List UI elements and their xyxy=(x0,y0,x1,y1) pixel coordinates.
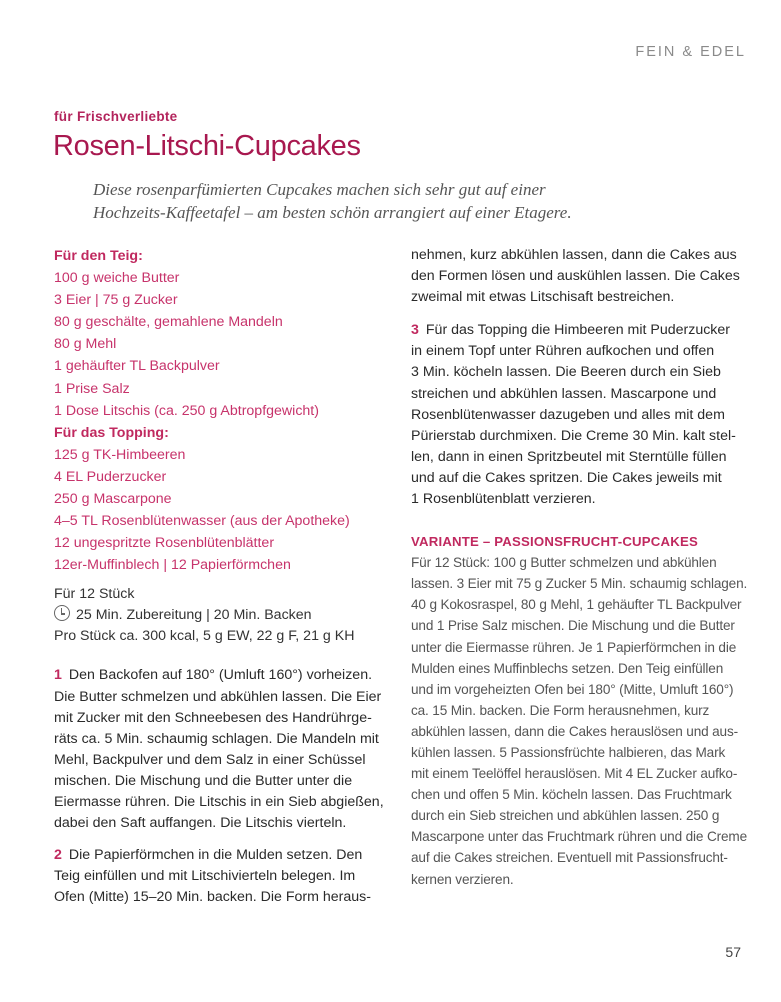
ingredient-item: 1 Prise Salz xyxy=(54,380,130,397)
step-3 xyxy=(411,320,751,510)
spacer xyxy=(54,834,384,845)
step-line xyxy=(411,266,751,287)
step-text: Eiermasse rühren. Die Litschis in ein Sieb abgießen, xyxy=(54,793,384,810)
variant-line: ca. 15 Min. backen. Die Form herausnehmen, kurz xyxy=(411,702,710,718)
variant-heading: VARIANTE – PASSIONSFRUCHT-CUPCAKES xyxy=(411,534,698,550)
step-line xyxy=(54,687,384,708)
intro-line: Hochzeits-Kaffeetafel – am besten schön arrangiert auf einer Etagere. xyxy=(93,203,572,222)
step-text: den Formen lösen und auskühlen lassen. Die Cakes xyxy=(411,268,740,285)
step-text: streichen und abkühlen lassen. Mascarpone und xyxy=(411,385,717,402)
step-text: Die Butter schmelzen und abkühlen lassen. Die Eier xyxy=(54,688,382,705)
variant-line: unter die Eiermasse rühren. Je 1 Papierförmchen in die xyxy=(411,639,737,655)
step-line xyxy=(54,665,384,686)
step-line xyxy=(411,489,751,510)
page-number: 57 xyxy=(725,944,741,960)
ingredient-item: 12er-Muffinblech | 12 Papierförmchen xyxy=(54,557,291,574)
step-line xyxy=(411,245,751,266)
step-number: 2 xyxy=(54,847,62,864)
variant-line: durch ein Sieb streichen und abkühlen lassen. 250 g xyxy=(411,808,720,824)
step-line xyxy=(411,447,751,468)
spacer xyxy=(54,647,384,665)
variant-line: mit einem Teelöffel herauslösen. Mit 4 EL Zucker aufko- xyxy=(411,766,738,782)
variant-line: Für 12 Stück: 100 g Butter schmelzen und abkühlen xyxy=(411,555,717,571)
step-text: Ofen (Mitte) 15–20 Min. backen. Die Form heraus- xyxy=(54,889,371,906)
left-column xyxy=(54,245,384,908)
step-text: nehmen, kurz abkühlen lassen, dann die Cakes aus xyxy=(411,247,737,263)
step-line xyxy=(411,320,751,341)
page-title: Rosen-Litschi-Cupcakes xyxy=(53,130,361,162)
step-line xyxy=(411,468,751,489)
variant-line: chen und offen 5 Min. köcheln lassen. Das Fruchtmark xyxy=(411,787,732,803)
step-line xyxy=(54,792,384,813)
ingredient-item: 12 ungespritzte Rosenblütenblätter xyxy=(54,535,275,552)
step-1 xyxy=(54,665,384,834)
step-text: Die Papierförmchen in die Mulden setzen. Den xyxy=(68,847,363,864)
ingredient-item: 125 g TK-Himbeeren xyxy=(54,446,186,463)
ingredient-item: 4–5 TL Rosenblütenwasser (aus der Apotheke) xyxy=(54,513,350,530)
step-text: Pürierstab durchmixen. Die Creme 30 Min. kalt stel- xyxy=(411,427,736,444)
step-2-continuation xyxy=(411,245,751,308)
step-line xyxy=(54,708,384,729)
step-text: 3 Min. köcheln lassen. Die Beeren durch ein Sieb xyxy=(411,364,721,381)
variant-line: Mulden eines Muffinblechs setzen. Den Teig einfüllen xyxy=(411,660,724,676)
step-number: 3 xyxy=(411,322,419,339)
nutrition: Pro Stück ca. 300 kcal, 5 g EW, 22 g F, 21 g KH xyxy=(54,628,355,645)
step-text: räts ca. 5 Min. schaumig schlagen. Die Mandeln mit xyxy=(54,730,379,747)
recipe-meta xyxy=(54,584,384,647)
clock-icon xyxy=(54,605,70,621)
ingredient-item: 100 g weiche Butter xyxy=(54,270,180,287)
step-line xyxy=(54,887,384,908)
running-head: FEIN & EDEL xyxy=(635,44,746,60)
right-column xyxy=(411,245,751,890)
step-line xyxy=(54,729,384,750)
step-text: Den Backofen auf 180° (Umluft 160°) vorheizen. xyxy=(68,667,373,684)
step-text: mit Zucker mit den Schneebesen des Handrührge- xyxy=(54,709,372,726)
ingredient-item: 3 Eier | 75 g Zucker xyxy=(54,292,178,309)
ingredient-heading: Für den Teig: xyxy=(54,248,143,264)
ingredient-item: 250 g Mascarpone xyxy=(54,491,172,508)
step-text: len, dann in einen Spritzbeutel mit Sterntülle füllen xyxy=(411,448,727,465)
step-text: dabei den Saft auffangen. Die Litschis vierteln. xyxy=(54,815,347,832)
spacer xyxy=(411,308,751,320)
step-number: 1 xyxy=(54,667,62,684)
variant-line: abkühlen lassen, dann die Cakes herauslösen und aus- xyxy=(411,723,738,739)
variant-line: kühlen lassen. 5 Passionsfrüchte halbieren, das Mark xyxy=(411,744,726,760)
step-text: mischen. Die Mischung und die Butter unter die xyxy=(54,772,353,789)
intro-text xyxy=(93,178,733,224)
ingredient-item: 80 g Mehl xyxy=(54,336,117,353)
step-line xyxy=(411,405,751,426)
variant-line: lassen. 3 Eier mit 75 g Zucker 5 Min. schaumig schlagen. xyxy=(411,576,748,592)
variant-line: Mascarpone unter das Fruchtmark rühren und die Creme xyxy=(411,829,747,845)
time: 25 Min. Zubereitung | 20 Min. Backen xyxy=(76,607,312,624)
variant-line: 40 g Kokosraspel, 80 g Mehl, 1 gehäufter TL Backpulver xyxy=(411,597,742,613)
step-text: Für das Topping die Himbeeren mit Puderzucker xyxy=(425,322,731,339)
step-text: Mehl, Backpulver und dem Salz in einer Schüssel xyxy=(54,751,366,768)
step-line xyxy=(54,750,384,771)
step-line xyxy=(411,287,751,308)
variant-line: auf die Cakes streichen. Eventuell mit Passionsfrucht- xyxy=(411,850,728,866)
step-line xyxy=(54,866,384,887)
step-line xyxy=(411,426,751,447)
step-line xyxy=(54,813,384,834)
step-line xyxy=(411,341,751,362)
ingredient-heading: Für das Topping: xyxy=(54,424,169,441)
variant-line: und im vorgeheizten Ofen bei 180° (Mitte, Umluft 160°) xyxy=(411,681,734,697)
yield: Für 12 Stück xyxy=(54,586,135,603)
variant-line: kernen verzieren. xyxy=(411,871,514,887)
step-line xyxy=(411,384,751,405)
ingredient-item: 4 EL Puderzucker xyxy=(54,468,167,485)
ingredient-item: 1 Dose Litschis (ca. 250 g Abtropfgewicht) xyxy=(54,402,319,419)
variant-line: und 1 Prise Salz mischen. Die Mischung und die Butter xyxy=(411,618,735,634)
ingredient-item: 1 gehäufter TL Backpulver xyxy=(54,358,220,375)
step-text: Rosenblütenwasser dazugeben und alles mit dem xyxy=(411,406,725,423)
ingredient-item: 80 g geschälte, gemahlene Mandeln xyxy=(54,314,283,331)
step-text: in einem Topf unter Rühren aufkochen und offen xyxy=(411,343,715,360)
step-line xyxy=(54,771,384,792)
time-line xyxy=(54,605,384,626)
step-text: Teig einfüllen und mit Litschivierteln belegen. Im xyxy=(54,868,356,885)
intro-line: Diese rosenparfümierten Cupcakes machen sich sehr gut auf einer xyxy=(93,180,546,199)
step-text: zweimal mit etwas Litschisaft bestreichen. xyxy=(411,289,675,306)
step-2 xyxy=(54,845,384,908)
step-line xyxy=(54,845,384,866)
step-text: und auf die Cakes spritzen. Die Cakes jeweils mit xyxy=(411,469,722,486)
step-text: 1 Rosenblütenblatt verzieren. xyxy=(411,491,596,508)
kicker: für Frischverliebte xyxy=(54,109,178,124)
variant-text xyxy=(411,552,751,890)
step-line xyxy=(411,362,751,383)
ingredient-list xyxy=(54,245,384,576)
